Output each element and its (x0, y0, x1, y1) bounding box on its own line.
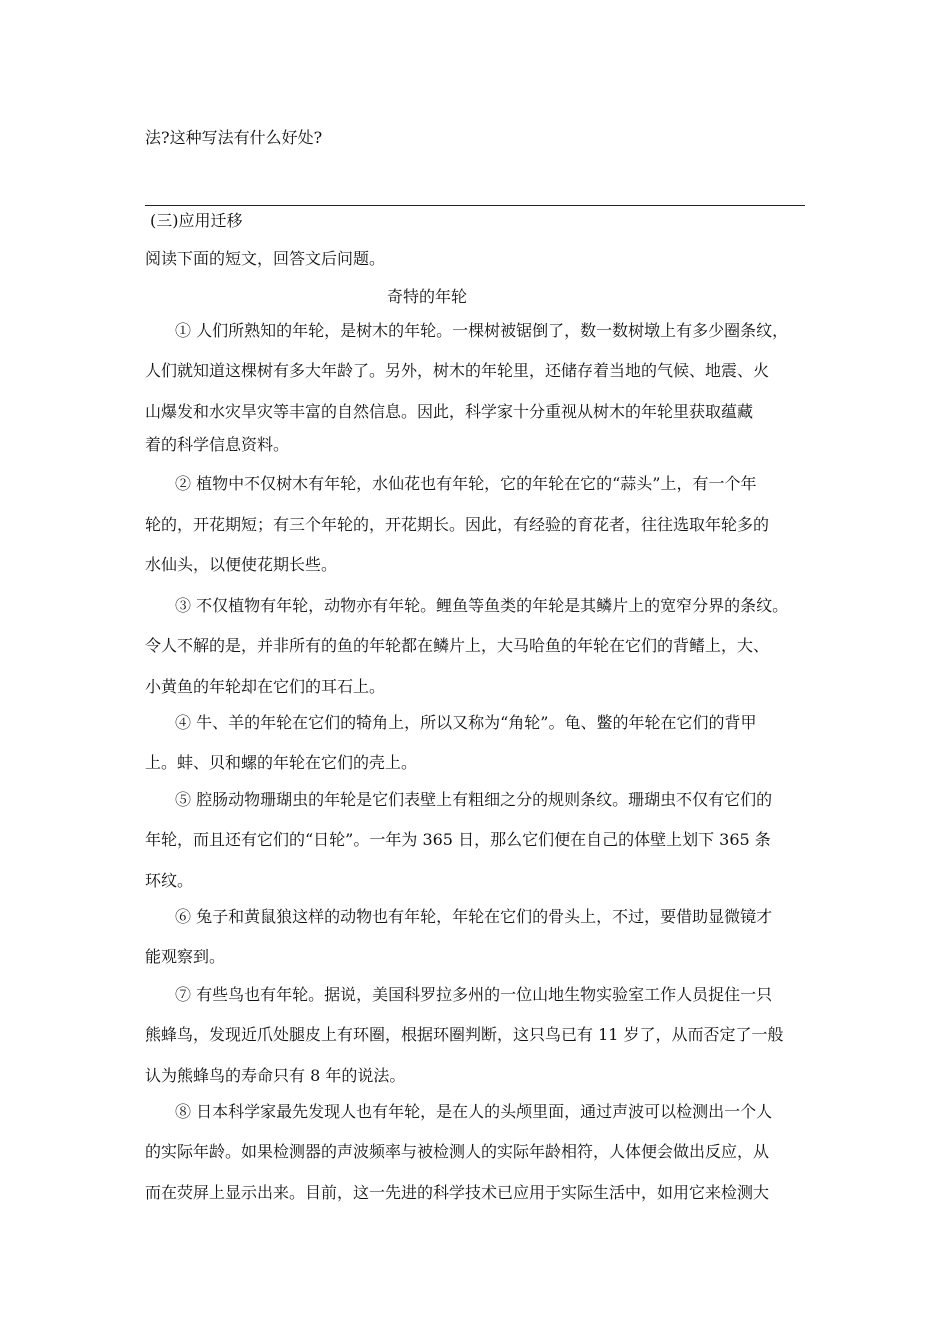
paragraph-line: 认为熊蜂鸟的寿命只有 8 年的说法。 (145, 1066, 406, 1085)
paragraph-line: 轮的，开花期短；有三个年轮的，开花期长。因此，有经验的育花者，往往选取年轮多的 (145, 515, 770, 534)
paragraph-line: 小黄鱼的年轮却在它们的耳石上。 (145, 677, 386, 696)
paragraph-line: ⑤ 腔肠动物珊瑚虫的年轮是它们表壁上有粗细之分的规则条纹。珊瑚虫不仅有它们的 (175, 790, 773, 809)
paragraph-line: 山爆发和水灾旱灾等丰富的自然信息。因此，科学家十分重视从树木的年轮里获取蕴藏 (145, 402, 754, 421)
paragraph-line: 能观察到。 (145, 947, 226, 966)
paragraph-line: 上。蚌、贝和螺的年轮在它们的壳上。 (145, 753, 418, 772)
paragraph-line: 水仙头，以便使花期长些。 (145, 555, 338, 574)
answer-line (145, 205, 805, 206)
instruction-text: 阅读下面的短文，回答文后问题。 (145, 249, 386, 268)
paragraph-line: 环纹。 (145, 871, 194, 890)
paragraph-line: ⑧ 日本科学家最先发现人也有年轮，是在人的头颅里面，通过声波可以检测出一个人 (175, 1102, 773, 1121)
paragraph-line: ⑥ 兔子和黄鼠狼这样的动物也有年轮，年轮在它们的骨头上，不过，要借助显微镜才 (175, 907, 773, 926)
paragraph-line: 着的科学信息资料。 (145, 435, 290, 454)
paragraph-line: 令人不解的是，并非所有的鱼的年轮都在鳞片上，大马哈鱼的年轮在它们的背鳍上，大、 (145, 636, 770, 655)
article-title: 奇特的年轮 (387, 287, 468, 306)
paragraph-line: ⑦ 有些鸟也有年轮。据说，美国科罗拉多州的一位山地生物实验室工作人员捉住一只 (175, 985, 773, 1004)
section-heading: (三)应用迁移 (150, 211, 243, 230)
paragraph-line: 熊蜂鸟，发现近爪处腿皮上有环圈，根据环圈判断，这只鸟已有 11 岁了，从而否定了一般 (145, 1025, 784, 1044)
paragraph-line: 人们就知道这棵树有多大年龄了。另外，树木的年轮里，还储存着当地的气候、地震、火 (145, 361, 770, 380)
question-tail-text: 法?这种写法有什么好处? (145, 128, 323, 147)
paragraph-line: 的实际年龄。如果检测器的声波频率与被检测人的实际年龄相符，人体便会做出反应，从 (145, 1142, 770, 1161)
paragraph-line: ④ 牛、羊的年轮在它们的犄角上，所以又称为“角轮”。龟、鳖的年轮在它们的背甲 (175, 713, 757, 732)
paragraph-line: ② 植物中不仅树木有年轮，水仙花也有年轮，它的年轮在它的“蒜头”上，有一个年 (175, 474, 757, 493)
paragraph-line: ① 人们所熟知的年轮，是树木的年轮。一棵树被锯倒了，数一数树墩上有多少圈条纹， (175, 321, 789, 340)
paragraph-line: 而在荧屏上显示出来。目前，这一先进的科学技术已应用于实际生活中，如用它来检测大 (145, 1183, 770, 1202)
paragraph-line: ③ 不仅植物有年轮，动物亦有年轮。鲤鱼等鱼类的年轮是其鳞片上的宽窄分界的条纹。 (175, 596, 789, 615)
paragraph-line: 年轮，而且还有它们的“日轮”。一年为 365 日，那么它们便在自己的体壁上划下 365 条 (145, 830, 771, 849)
